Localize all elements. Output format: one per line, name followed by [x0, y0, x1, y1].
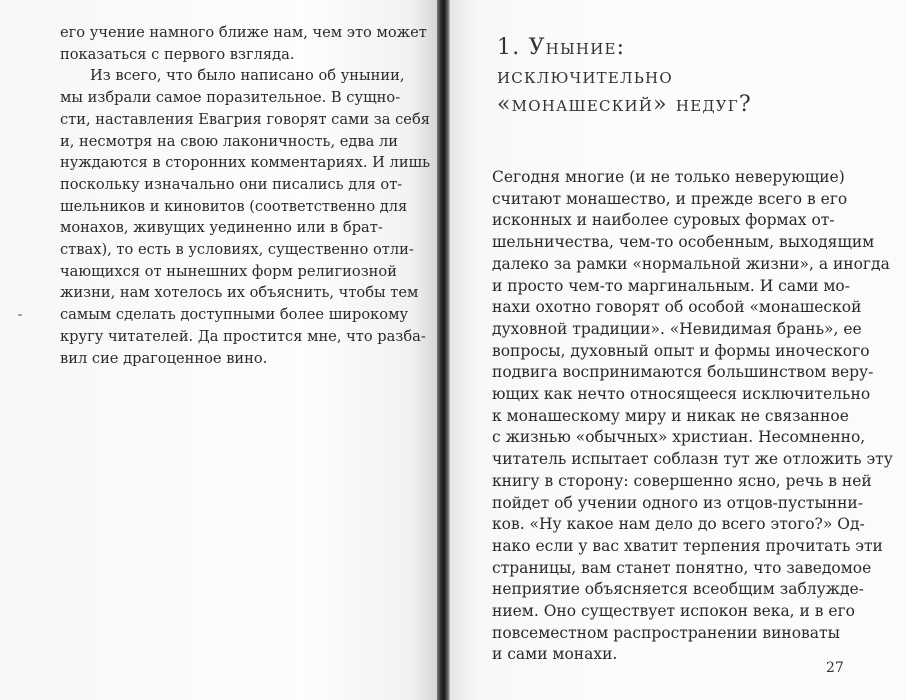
chapter-heading-line: 1. Уныние: [497, 35, 626, 60]
left-text-line: чающихся от нынешних форм религиозной [60, 262, 397, 280]
right-text-line: и сами монахи. [492, 645, 618, 664]
left-text-line: самым сделать доступными более широкому [60, 306, 409, 324]
paper-speck [18, 314, 22, 316]
left-text-line: сти, наставления Евагрия говорят сами за себя [60, 110, 430, 128]
right-text-line: далеко за рамки «нормальной жизни», а иногда [492, 254, 890, 273]
right-text-line: ков. «Ну какое нам дело до всего этого?» Од- [492, 515, 865, 534]
right-text-line: книгу в сторону: совершенно ясно, речь в ней [492, 471, 872, 490]
left-text-line: монахов, живущих уединенно или в брат- [60, 219, 383, 237]
left-text-line: жизни, нам хотелось их объяснить, чтобы тем [60, 284, 419, 302]
left-text-line: его учение намного ближе нам, чем это может [60, 24, 427, 41]
left-text-line: шельников и киновитов (соответственно для [60, 197, 408, 215]
right-text-line: шельничества, чем-то особенным, выходящим [492, 233, 875, 252]
left-text-line: Из всего, что было написано об унынии, [90, 67, 405, 85]
book-gutter [437, 0, 450, 700]
left-page-body-text [60, 22, 430, 369]
left-text-line: поскольку изначально они писались для от- [60, 175, 403, 193]
right-text-line: страницы, вам станет понятно, что заведомое [492, 558, 872, 577]
right-text-line: и просто чем-то маргинальным. И сами мо- [492, 276, 850, 295]
right-text-line: духовной традиции». «Невидимая брань», ее [492, 319, 862, 338]
right-text-line: подвига воспринимаются большинством веру- [492, 363, 874, 382]
right-text-line: пойдет об учении одного из отцов-пустынни- [492, 493, 863, 512]
left-text-line: кругу читателей. Да простится мне, что разба- [60, 327, 426, 345]
right-text-line: вопросы, духовный опыт и формы иноческого [492, 341, 870, 360]
right-text-line: ющих как нечто относящееся исключительно [492, 385, 871, 404]
right-text-line: нахи охотно говорят об особой «монашеской [492, 298, 862, 317]
left-text-line: мы избрали самое поразительное. В сущно- [60, 89, 401, 107]
left-text-line: вил сие драгоценное вино. [60, 349, 268, 367]
chapter-heading-line: «монашеский» недуг? [497, 92, 752, 117]
right-text-line: Сегодня многие (и не только неверующие) [492, 168, 845, 186]
left-text-line: ствах), то есть в условиях, существенно отли- [60, 241, 414, 259]
right-text-line: повсеместном распространении виноваты [492, 623, 840, 642]
right-page-body-text [492, 167, 893, 666]
right-text-line: читатель испытает соблазн тут же отложить эту [492, 450, 893, 469]
left-text-line: нуждаются в сторонних комментариях. И лишь [60, 154, 431, 172]
right-text-line: считают монашество, и прежде всего в его [492, 189, 848, 208]
right-text-line: к монашескому миру и никак не связанное [492, 406, 849, 425]
chapter-heading-line: исключительно [497, 63, 673, 89]
chapter-heading [497, 34, 752, 120]
right-text-line: с жизнью «обычных» христиан. Несомненно, [492, 428, 866, 447]
right-text-line: нако если у вас хватит терпения прочитать эти [492, 536, 883, 555]
right-text-line: нием. Оно существует испокон века, и в его [492, 602, 856, 621]
right-text-line: исконных и наиболее суровых формах от- [492, 211, 835, 230]
left-text-line: и, несмотря на свою лаконичность, едва ли [60, 132, 399, 150]
right-text-line: неприятие объясняется всеобщим заблужде- [492, 580, 864, 599]
page-number: 27 [826, 660, 844, 676]
left-text-line: показаться с первого взгляда. [60, 45, 295, 63]
